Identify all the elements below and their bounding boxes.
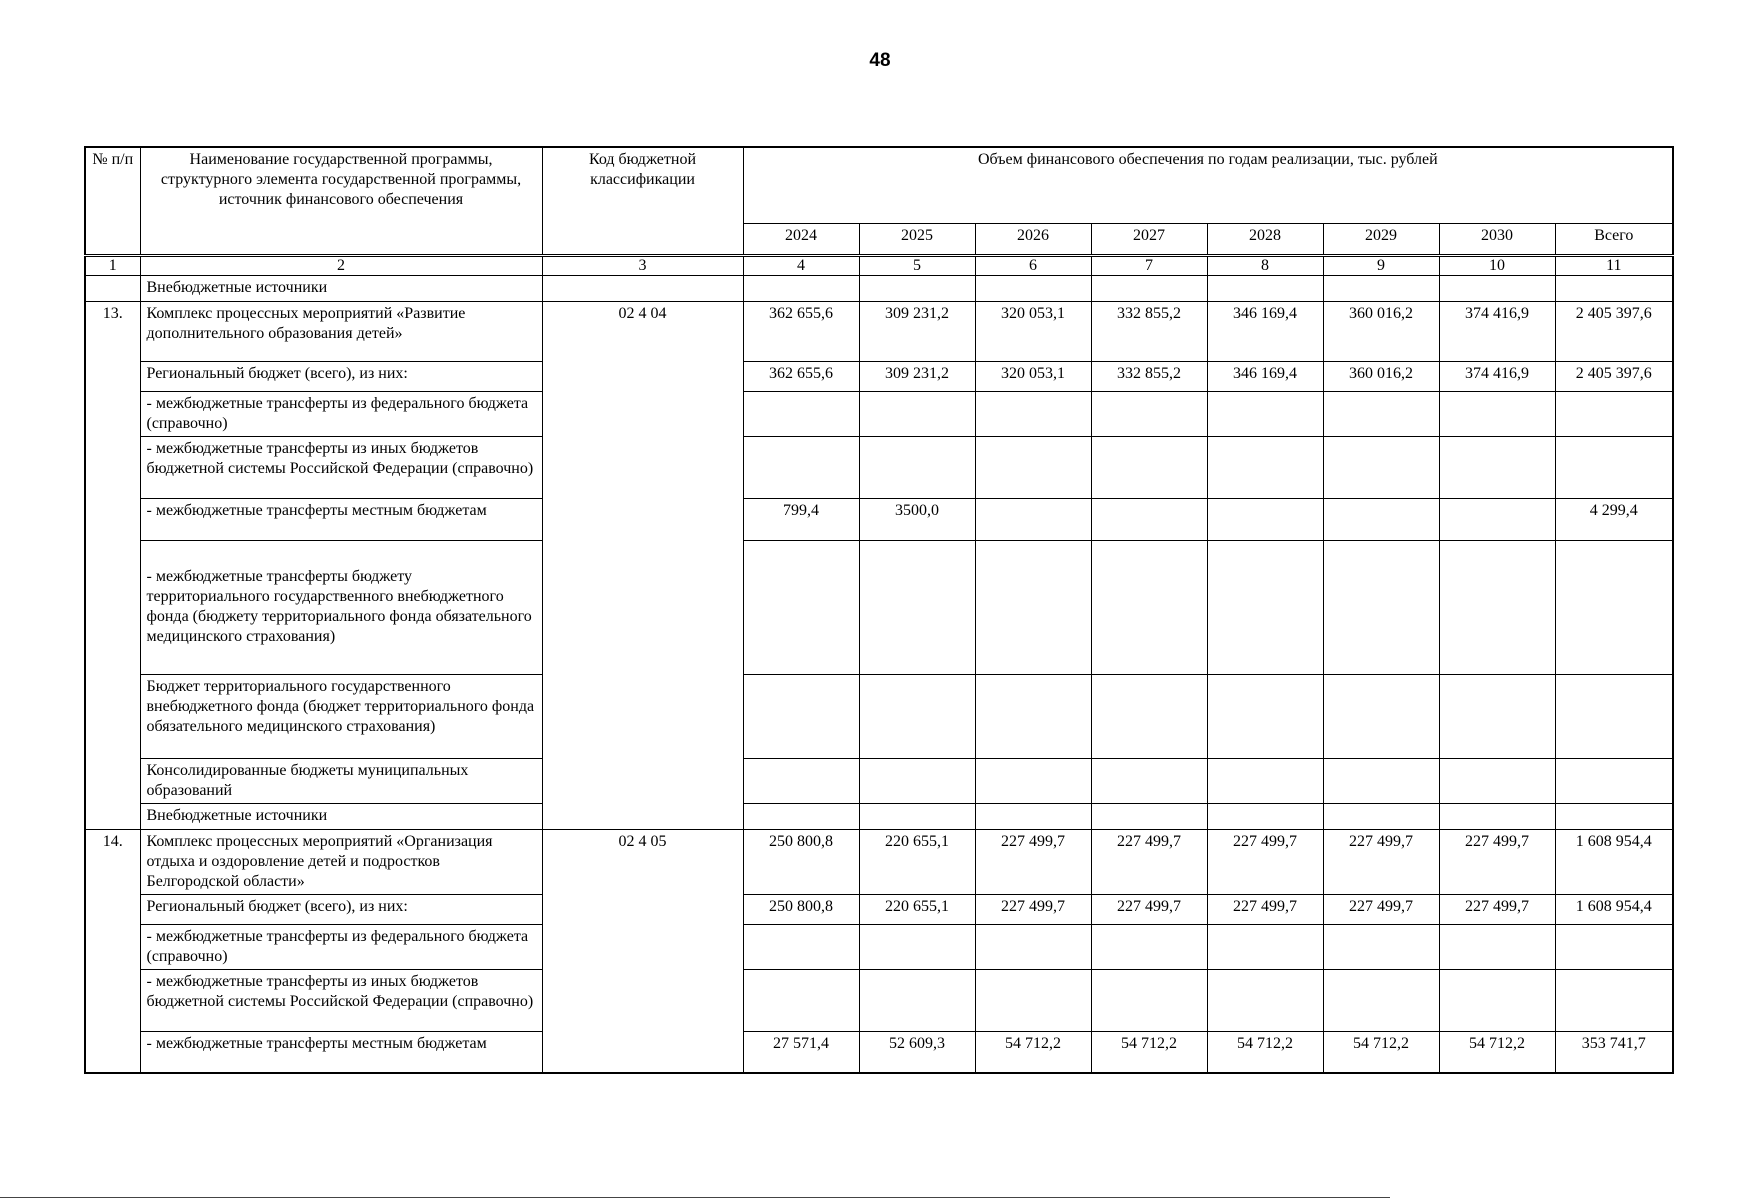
col-num-6: 6 bbox=[975, 255, 1091, 275]
value-cell: 1 608 954,4 bbox=[1555, 829, 1673, 894]
year-2025: 2025 bbox=[859, 223, 975, 255]
value-cell: 3500,0 bbox=[859, 498, 975, 540]
value-cell: 227 499,7 bbox=[975, 829, 1091, 894]
year-2028: 2028 bbox=[1207, 223, 1323, 255]
table-header-row bbox=[85, 147, 1673, 223]
value-cell: 227 499,7 bbox=[1323, 829, 1439, 894]
table-row bbox=[85, 758, 1673, 803]
value-cell: 309 231,2 bbox=[859, 361, 975, 391]
value-cell: 54 712,2 bbox=[1207, 1031, 1323, 1073]
row-name: Внебюджетные источники bbox=[140, 803, 542, 829]
year-2026: 2026 bbox=[975, 223, 1091, 255]
value-cell: 250 800,8 bbox=[743, 894, 859, 924]
col-num-10: 10 bbox=[1439, 255, 1555, 275]
value-cell: 360 016,2 bbox=[1323, 361, 1439, 391]
table-row bbox=[85, 540, 1673, 674]
value-cell: 220 655,1 bbox=[859, 829, 975, 894]
row-name: - межбюджетные трансферты из иных бюджетов бюджетной системы Российской Федерации (справочно) bbox=[140, 436, 542, 498]
header-num: № п/п bbox=[85, 147, 140, 255]
value-cell: 332 855,2 bbox=[1091, 361, 1207, 391]
col-num-4: 4 bbox=[743, 255, 859, 275]
row-name: Бюджет территориального государственного внебюджетного фонда (бюджет территориального фонда обязательного медицинского страхования) bbox=[140, 674, 542, 758]
year-2027: 2027 bbox=[1091, 223, 1207, 255]
col-num-1: 1 bbox=[85, 255, 140, 275]
value-cell: 54 712,2 bbox=[1323, 1031, 1439, 1073]
value-cell: 353 741,7 bbox=[1555, 1031, 1673, 1073]
value-cell: 1 608 954,4 bbox=[1555, 894, 1673, 924]
table-row bbox=[85, 275, 1673, 301]
table-row bbox=[85, 924, 1673, 969]
row-name: Консолидированные бюджеты муниципальных образований bbox=[140, 758, 542, 803]
value-cell: 309 231,2 bbox=[859, 301, 975, 361]
value-cell: 374 416,9 bbox=[1439, 361, 1555, 391]
value-cell: 227 499,7 bbox=[1439, 894, 1555, 924]
value-cell: 4 299,4 bbox=[1555, 498, 1673, 540]
value-cell: 220 655,1 bbox=[859, 894, 975, 924]
section-13-code: 02 4 04 bbox=[542, 301, 743, 829]
value-cell: 2 405 397,6 bbox=[1555, 301, 1673, 361]
section-13-title: Комплекс процессных мероприятий «Развитие дополнительного образования детей» bbox=[140, 301, 542, 361]
value-cell: 320 053,1 bbox=[975, 361, 1091, 391]
col-num-11: 11 bbox=[1555, 255, 1673, 275]
table-row bbox=[85, 969, 1673, 1031]
value-cell: 227 499,7 bbox=[1207, 829, 1323, 894]
financing-table bbox=[84, 146, 1674, 1074]
table-row bbox=[85, 498, 1673, 540]
section-14-number: 14. bbox=[85, 829, 140, 1073]
value-cell: 227 499,7 bbox=[975, 894, 1091, 924]
value-cell: 362 655,6 bbox=[743, 301, 859, 361]
value-cell: 227 499,7 bbox=[1439, 829, 1555, 894]
value-cell: 362 655,6 bbox=[743, 361, 859, 391]
section-14-code: 02 4 05 bbox=[542, 829, 743, 1073]
table-row bbox=[85, 803, 1673, 829]
row-number-empty bbox=[85, 275, 140, 301]
value-cell: 346 169,4 bbox=[1207, 301, 1323, 361]
col-num-7: 7 bbox=[1091, 255, 1207, 275]
value-cell: 360 016,2 bbox=[1323, 301, 1439, 361]
row-name: - межбюджетные трансферты из иных бюджетов бюджетной системы Российской Федерации (справочно) bbox=[140, 969, 542, 1031]
row-name: Региональный бюджет (всего), из них: bbox=[140, 361, 542, 391]
table-row bbox=[85, 894, 1673, 924]
value-cell: 320 053,1 bbox=[975, 301, 1091, 361]
value-cell: 227 499,7 bbox=[1323, 894, 1439, 924]
row-name: - межбюджетные трансферты из федерального бюджета (справочно) bbox=[140, 391, 542, 436]
year-total: Всего bbox=[1555, 223, 1673, 255]
header-code: Код бюджетной классификации bbox=[542, 147, 743, 255]
header-name: Наименование государственной программы, структурного элемента государственной программы, источник финансового обеспечения bbox=[140, 147, 542, 255]
year-2024: 2024 bbox=[743, 223, 859, 255]
col-num-9: 9 bbox=[1323, 255, 1439, 275]
value-cell: 227 499,7 bbox=[1207, 894, 1323, 924]
table-row bbox=[85, 1031, 1673, 1073]
table-row bbox=[85, 674, 1673, 758]
value-cell: 54 712,2 bbox=[1091, 1031, 1207, 1073]
table-row bbox=[85, 301, 1673, 361]
section-13-number: 13. bbox=[85, 301, 140, 829]
value-cell: 250 800,8 bbox=[743, 829, 859, 894]
row-name: - межбюджетные трансферты из федерального бюджета (справочно) bbox=[140, 924, 542, 969]
value-cell: 799,4 bbox=[743, 498, 859, 540]
table-row bbox=[85, 391, 1673, 436]
value-cell: 374 416,9 bbox=[1439, 301, 1555, 361]
table-row bbox=[85, 829, 1673, 894]
col-num-8: 8 bbox=[1207, 255, 1323, 275]
value-cell: 227 499,7 bbox=[1091, 894, 1207, 924]
value-cell: 346 169,4 bbox=[1207, 361, 1323, 391]
col-num-2: 2 bbox=[140, 255, 542, 275]
table-row bbox=[85, 436, 1673, 498]
value-cell: 2 405 397,6 bbox=[1555, 361, 1673, 391]
row-name: - межбюджетные трансферты местным бюджетам bbox=[140, 498, 542, 540]
row-name: - межбюджетные трансферты местным бюджетам bbox=[140, 1031, 542, 1073]
page-number: 48 bbox=[869, 50, 891, 71]
value-cell: 227 499,7 bbox=[1091, 829, 1207, 894]
table-row bbox=[85, 361, 1673, 391]
row-name: Региональный бюджет (всего), из них: bbox=[140, 894, 542, 924]
value-cell: 27 571,4 bbox=[743, 1031, 859, 1073]
bottom-scan-line bbox=[0, 1197, 1390, 1198]
value-cell: 54 712,2 bbox=[975, 1031, 1091, 1073]
header-volume: Объем финансового обеспечения по годам реализации, тыс. рублей bbox=[743, 147, 1673, 223]
value-cell: 332 855,2 bbox=[1091, 301, 1207, 361]
col-num-5: 5 bbox=[859, 255, 975, 275]
column-numbers-row bbox=[85, 255, 1673, 275]
section-14-title: Комплекс процессных мероприятий «Организация отдыха и оздоровление детей и подростков Белгородской области» bbox=[140, 829, 542, 894]
year-2030: 2030 bbox=[1439, 223, 1555, 255]
value-cell: 52 609,3 bbox=[859, 1031, 975, 1073]
row-name: Внебюджетные источники bbox=[140, 275, 542, 301]
value-cell: 54 712,2 bbox=[1439, 1031, 1555, 1073]
col-num-3: 3 bbox=[542, 255, 743, 275]
year-2029: 2029 bbox=[1323, 223, 1439, 255]
row-name: - межбюджетные трансферты бюджету территориального государственного внебюджетного фонда (бюджету территориального фонда обязательного медицинского страхования) bbox=[140, 540, 542, 674]
